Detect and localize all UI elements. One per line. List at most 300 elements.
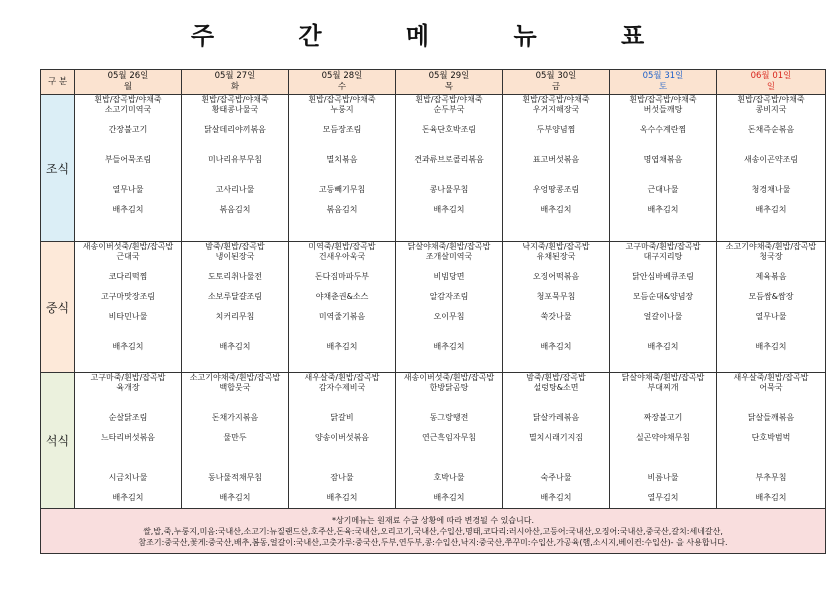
menu-item: 비름나물 (647, 473, 679, 482)
menu-item: 쑥갓나물 (540, 312, 572, 321)
menu-spacer (396, 443, 502, 453)
weekly-menu-table (40, 69, 826, 554)
menu-spacer (182, 195, 288, 205)
menu-spacer (717, 165, 825, 175)
origin-line: 참조기:중국산,꽃게:중국산,배추,봄동,얼갈이:국내산,고춧가루:중국산,두부,연두부,콩:수입산,낙지:중국산,쭈꾸미:수입산,가공육(햄,소시지,베이컨:수입산)- 을 사용합니다. (138, 537, 728, 547)
menu-cell (503, 242, 610, 373)
menu-item: 흰밥/잡곡밥/야채죽 (522, 95, 590, 104)
page-title: 주 간 메 뉴 표 (190, 22, 683, 50)
menu-spacer (75, 483, 181, 493)
menu-spacer (182, 175, 288, 185)
day-name: 일 (766, 82, 776, 92)
menu-item: 미역죽/흰밥/잡곡밥 (308, 242, 376, 251)
menu-item: 단호박범벅 (751, 433, 791, 442)
menu-spacer (610, 135, 716, 145)
menu-item: 부대찌개 (647, 383, 679, 392)
menu-cell (182, 95, 289, 242)
meal-label-breakfast: 조식 (41, 95, 75, 242)
menu-spacer (503, 145, 609, 155)
menu-spacer (610, 463, 716, 473)
menu-spacer (289, 332, 395, 342)
menu-spacer (396, 165, 502, 175)
menu-spacer (396, 262, 502, 272)
menu-item: 고구마죽/흰밥/잡곡밥 (90, 373, 166, 382)
menu-spacer (396, 282, 502, 292)
menu-spacer (289, 322, 395, 332)
menu-item: 시금치나물 (108, 473, 148, 482)
menu-item: 배추김치 (540, 205, 572, 214)
menu-item: 배추김치 (647, 342, 679, 351)
menu-spacer (610, 453, 716, 463)
day-header-saturday (610, 70, 717, 95)
menu-spacer (289, 115, 395, 125)
day-name: 화 (230, 82, 240, 92)
menu-spacer (75, 282, 181, 292)
menu-spacer (610, 443, 716, 453)
menu-item: 황태콩나물국 (211, 105, 259, 114)
menu-item: 소보루달걀조림 (207, 292, 263, 301)
menu-spacer (717, 393, 825, 403)
menu-item: 모듬장조림 (322, 125, 362, 134)
menu-spacer (717, 115, 825, 125)
menu-cell (289, 242, 396, 373)
menu-spacer (182, 403, 288, 413)
day-header (503, 70, 610, 95)
menu-item: 대구지리탕 (643, 252, 683, 261)
menu-item: 누룽지 (330, 105, 354, 114)
menu-item: 부추무침 (755, 473, 787, 482)
menu-spacer (289, 483, 395, 493)
menu-item: 실곤약야채무침 (635, 433, 691, 442)
menu-item: 멸치볶음 (326, 155, 358, 164)
menu-spacer (396, 332, 502, 342)
menu-item: 볶음김치 (326, 205, 358, 214)
header-row (41, 70, 826, 95)
menu-item: 밤죽/흰밥/잡곡밥 (526, 373, 586, 382)
menu-spacer (503, 393, 609, 403)
menu-item: 배추김치 (433, 342, 465, 351)
menu-item: 냉이된장국 (215, 252, 255, 261)
menu-spacer (503, 453, 609, 463)
menu-spacer (289, 282, 395, 292)
menu-spacer (182, 483, 288, 493)
menu-spacer (503, 115, 609, 125)
menu-item: 청포묵무침 (536, 292, 576, 301)
menu-spacer (610, 115, 716, 125)
menu-item: 닭살들깨볶음 (747, 413, 795, 422)
menu-item: 소고기야채죽/흰밥/잡곡밥 (189, 373, 281, 382)
menu-spacer (503, 135, 609, 145)
menu-item: 두부양념찜 (536, 125, 576, 134)
menu-cell (75, 373, 182, 509)
menu-item: 모듬순대&양념장 (632, 292, 694, 301)
menu-spacer (75, 322, 181, 332)
menu-spacer (396, 322, 502, 332)
menu-item: 새우살죽/흰밥/잡곡밥 (304, 373, 380, 382)
menu-item: 닭살야채죽/흰밥/잡곡밥 (621, 373, 705, 382)
menu-cell (717, 95, 826, 242)
menu-item: 잠나물 (330, 473, 354, 482)
menu-item: 돈채가지볶음 (211, 413, 259, 422)
menu-spacer (396, 145, 502, 155)
menu-item: 간장불고기 (108, 125, 148, 134)
menu-spacer (182, 453, 288, 463)
menu-spacer (610, 403, 716, 413)
menu-item: 흰밥/잡곡밥/야채죽 (629, 95, 697, 104)
day-date: 05월 28일 (321, 71, 363, 81)
lunch-row (41, 242, 826, 373)
menu-spacer (289, 443, 395, 453)
menu-spacer (610, 262, 716, 272)
menu-item: 볶음김치 (219, 205, 251, 214)
menu-item: 배추김치 (755, 342, 787, 351)
menu-item: 열무나물 (755, 312, 787, 321)
menu-spacer (396, 302, 502, 312)
menu-item: 배추김치 (433, 205, 465, 214)
menu-item: 소고기야채죽/흰밥/잡곡밥 (725, 242, 817, 251)
menu-spacer (396, 393, 502, 403)
breakfast-row (41, 95, 826, 242)
menu-item: 돈육단호박조림 (421, 125, 477, 134)
menu-item: 코다리떡찜 (108, 272, 148, 281)
menu-spacer (182, 393, 288, 403)
menu-spacer (503, 165, 609, 175)
menu-item: 닭살데리야끼볶음 (204, 125, 266, 134)
menu-cell (503, 373, 610, 509)
menu-spacer (75, 145, 181, 155)
menu-item: 우거지해장국 (532, 105, 580, 114)
menu-cell (610, 242, 717, 373)
menu-item: 청경채나물 (751, 185, 791, 194)
menu-spacer (396, 453, 502, 463)
menu-spacer (182, 332, 288, 342)
day-name: 월 (123, 82, 133, 92)
menu-spacer (610, 165, 716, 175)
menu-item: 조개살미역국 (425, 252, 473, 261)
menu-item: 우엉땅콩조림 (532, 185, 580, 194)
menu-item: 배추김치 (433, 493, 465, 502)
menu-spacer (717, 262, 825, 272)
menu-cell (610, 95, 717, 242)
menu-item: 순두부국 (433, 105, 465, 114)
menu-spacer (182, 443, 288, 453)
menu-item: 오이무침 (433, 312, 465, 321)
menu-spacer (503, 403, 609, 413)
menu-item: 배추김치 (647, 205, 679, 214)
menu-spacer (610, 423, 716, 433)
menu-spacer (503, 282, 609, 292)
menu-item: 낙지죽/흰밥/잡곡밥 (522, 242, 590, 251)
menu-spacer (75, 463, 181, 473)
menu-spacer (289, 453, 395, 463)
menu-item: 부들어묵조림 (104, 155, 152, 164)
day-name: 수 (337, 82, 347, 92)
menu-item: 새우살죽/흰밥/잡곡밥 (733, 373, 809, 382)
day-name: 토 (658, 82, 668, 92)
menu-spacer (610, 322, 716, 332)
menu-item: 배추김치 (540, 342, 572, 351)
menu-item: 고구마맛장조림 (100, 292, 156, 301)
menu-spacer (182, 145, 288, 155)
menu-spacer (503, 332, 609, 342)
menu-spacer (289, 403, 395, 413)
menu-spacer (610, 332, 716, 342)
menu-spacer (717, 145, 825, 155)
menu-item: 물만두 (223, 433, 247, 442)
menu-spacer (75, 443, 181, 453)
origin-line: 쌀,밥,죽,누룽지,미음:국내산,소고기:뉴질랜드산,호주산,돈육:국내산,오리고기,국내산,수입산,명태,코다리:러시아산,고등어:국내산,오징어:국내산,중국산,갈치:세네갈산, (143, 526, 723, 536)
meal-label-dinner: 석식 (41, 373, 75, 509)
menu-item: 모듬쌈&쌈장 (748, 292, 794, 301)
menu-spacer (182, 423, 288, 433)
menu-item: 흰밥/잡곡밥/야채죽 (415, 95, 483, 104)
menu-spacer (75, 115, 181, 125)
menu-spacer (75, 262, 181, 272)
menu-cell (396, 242, 503, 373)
menu-item: 순살닭조림 (108, 413, 148, 422)
day-date: 05월 27일 (214, 71, 256, 81)
day-date: 06월 01일 (750, 71, 792, 81)
menu-item: 건새우아욱국 (318, 252, 366, 261)
menu-spacer (182, 115, 288, 125)
menu-item: 유채된장국 (536, 252, 576, 261)
menu-item: 닭안심바베큐조림 (632, 272, 694, 281)
menu-item: 오징어떡볶음 (532, 272, 580, 281)
menu-spacer (289, 463, 395, 473)
menu-item: 옥수수계란찜 (639, 125, 687, 134)
menu-item: 닭살카레볶음 (532, 413, 580, 422)
menu-spacer (396, 483, 502, 493)
menu-cell (75, 242, 182, 373)
menu-item: 새송이곤약조림 (743, 155, 799, 164)
menu-cell (75, 95, 182, 242)
menu-item: 도토리취나물전 (207, 272, 263, 281)
menu-spacer (717, 423, 825, 433)
menu-spacer (503, 463, 609, 473)
menu-spacer (503, 262, 609, 272)
menu-spacer (503, 483, 609, 493)
menu-spacer (503, 195, 609, 205)
menu-item: 배추김치 (540, 493, 572, 502)
menu-cell (717, 242, 826, 373)
menu-spacer (182, 135, 288, 145)
menu-spacer (610, 393, 716, 403)
menu-cell (717, 373, 826, 509)
menu-item: 흰밥/잡곡밥/야채죽 (201, 95, 269, 104)
menu-spacer (503, 302, 609, 312)
menu-item: 돈다짐마파두부 (314, 272, 370, 281)
menu-spacer (717, 453, 825, 463)
menu-spacer (75, 165, 181, 175)
menu-item: 감자수제비국 (318, 383, 366, 392)
menu-cell (503, 95, 610, 242)
menu-item: 제육볶음 (755, 272, 787, 281)
menu-cell (396, 95, 503, 242)
menu-cell (182, 373, 289, 509)
menu-item: 새송이버섯죽/흰밥/잡곡밥 (82, 242, 174, 251)
menu-item: 배추김치 (755, 205, 787, 214)
menu-spacer (610, 483, 716, 493)
day-name: 목 (444, 82, 454, 92)
menu-spacer (503, 322, 609, 332)
menu-spacer (610, 145, 716, 155)
menu-item: 설렁탕&소면 (533, 383, 579, 392)
day-header (75, 70, 182, 95)
menu-item: 고등빼기무침 (318, 185, 366, 194)
menu-spacer (182, 322, 288, 332)
menu-item: 콩나물무침 (429, 185, 469, 194)
menu-spacer (503, 423, 609, 433)
menu-spacer (75, 195, 181, 205)
menu-item: 열무나물 (112, 185, 144, 194)
menu-spacer (289, 165, 395, 175)
menu-spacer (182, 302, 288, 312)
menu-spacer (396, 423, 502, 433)
day-header (182, 70, 289, 95)
menu-item: 소고기미역국 (104, 105, 152, 114)
menu-spacer (75, 453, 181, 463)
menu-spacer (289, 145, 395, 155)
menu-item: 육개장 (116, 383, 140, 392)
menu-spacer (75, 393, 181, 403)
menu-spacer (289, 423, 395, 433)
menu-cell (610, 373, 717, 509)
menu-item: 버섯들깨탕 (643, 105, 683, 114)
menu-spacer (717, 463, 825, 473)
menu-spacer (717, 322, 825, 332)
menu-spacer (717, 302, 825, 312)
menu-item: 연근흑임자무침 (421, 433, 477, 442)
footer-row (41, 509, 826, 554)
menu-spacer (717, 195, 825, 205)
menu-item: 배추김치 (112, 205, 144, 214)
day-date: 05월 26일 (107, 71, 149, 81)
menu-item: 배추김치 (326, 493, 358, 502)
menu-item: 고사리나물 (215, 185, 255, 194)
menu-item: 근대국 (116, 252, 140, 261)
menu-item: 새송이버섯죽/흰밥/잡곡밥 (403, 373, 495, 382)
menu-item: 숙주나물 (540, 473, 572, 482)
menu-item: 흰밥/잡곡밥/야채죽 (308, 95, 376, 104)
menu-item: 어묵국 (759, 383, 783, 392)
menu-item: 배추김치 (112, 493, 144, 502)
menu-spacer (717, 135, 825, 145)
menu-item: 알감자조림 (429, 292, 469, 301)
menu-spacer (717, 175, 825, 185)
menu-item: 양송이버섯볶음 (314, 433, 370, 442)
menu-item: 밤죽/흰밥/잡곡밥 (205, 242, 265, 251)
menu-spacer (75, 332, 181, 342)
menu-spacer (75, 135, 181, 145)
origin-notice (41, 509, 826, 554)
menu-spacer (396, 115, 502, 125)
day-header (396, 70, 503, 95)
menu-spacer (717, 443, 825, 453)
menu-item: 배추김치 (219, 342, 251, 351)
day-date: 05월 31일 (642, 71, 684, 81)
menu-item: 배추김치 (326, 342, 358, 351)
menu-item: 한방닭곰탕 (429, 383, 469, 392)
meal-label-lunch: 중식 (41, 242, 75, 373)
menu-item: 멸치시래기지짐 (528, 433, 584, 442)
menu-spacer (717, 282, 825, 292)
menu-spacer (717, 332, 825, 342)
menu-spacer (610, 195, 716, 205)
menu-item: 야채춘권&소스 (315, 292, 369, 301)
menu-spacer (182, 463, 288, 473)
menu-item: 배추김치 (755, 493, 787, 502)
menu-item: 닭갈비 (330, 413, 354, 422)
menu-spacer (182, 165, 288, 175)
menu-spacer (717, 483, 825, 493)
menu-item: 호박나물 (433, 473, 465, 482)
menu-item: 느타리버섯볶음 (100, 433, 156, 442)
menu-cell (289, 373, 396, 509)
menu-item: 비빔당면 (433, 272, 465, 281)
menu-item: 흰밥/잡곡밥/야채죽 (737, 95, 805, 104)
day-name: 금 (551, 82, 561, 92)
menu-item: 고구마죽/흰밥/잡곡밥 (625, 242, 701, 251)
menu-spacer (75, 423, 181, 433)
menu-cell (182, 242, 289, 373)
menu-spacer (396, 463, 502, 473)
menu-item: 동그랑땡전 (429, 413, 469, 422)
menu-spacer (396, 175, 502, 185)
menu-item: 열무김치 (647, 493, 679, 502)
menu-spacer (503, 175, 609, 185)
menu-item: 비타민나물 (108, 312, 148, 321)
menu-spacer (75, 175, 181, 185)
day-header (289, 70, 396, 95)
menu-item: 치커리무침 (215, 312, 255, 321)
menu-spacer (610, 175, 716, 185)
menu-spacer (289, 393, 395, 403)
menu-item: 미나리유부무침 (207, 155, 263, 164)
menu-item: 얼갈이나물 (643, 312, 683, 321)
menu-spacer (182, 262, 288, 272)
menu-item: 청국장 (759, 252, 783, 261)
menu-spacer (396, 195, 502, 205)
notice-line: *상기메뉴는 원재료 수급 상황에 따라 변경될 수 있습니다. (331, 515, 535, 525)
menu-item: 근대나물 (647, 185, 679, 194)
menu-item: 미역줄기볶음 (318, 312, 366, 321)
day-date: 05월 30일 (535, 71, 577, 81)
menu-cell (289, 95, 396, 242)
menu-item: 동나물적채무침 (207, 473, 263, 482)
menu-spacer (396, 135, 502, 145)
day-date: 05월 29일 (428, 71, 470, 81)
menu-item: 표고버섯볶음 (532, 155, 580, 164)
menu-item: 돈채즉순볶음 (747, 125, 795, 134)
menu-item: 백합뭇국 (219, 383, 251, 392)
menu-spacer (75, 302, 181, 312)
day-header-sunday (717, 70, 826, 95)
menu-item: 짜장불고기 (643, 413, 683, 422)
menu-spacer (610, 282, 716, 292)
menu-spacer (396, 403, 502, 413)
menu-spacer (289, 175, 395, 185)
menu-spacer (289, 262, 395, 272)
menu-spacer (182, 282, 288, 292)
menu-item: 배추김치 (219, 493, 251, 502)
category-header: 구 분 (41, 70, 75, 95)
menu-spacer (75, 403, 181, 413)
menu-item: 콩비지국 (755, 105, 787, 114)
menu-spacer (610, 302, 716, 312)
menu-item: 흰밥/잡곡밥/야채죽 (94, 95, 162, 104)
menu-item: 견과류브로콜리볶음 (414, 155, 484, 164)
menu-item: 닭살야채죽/흰밥/잡곡밥 (407, 242, 491, 251)
